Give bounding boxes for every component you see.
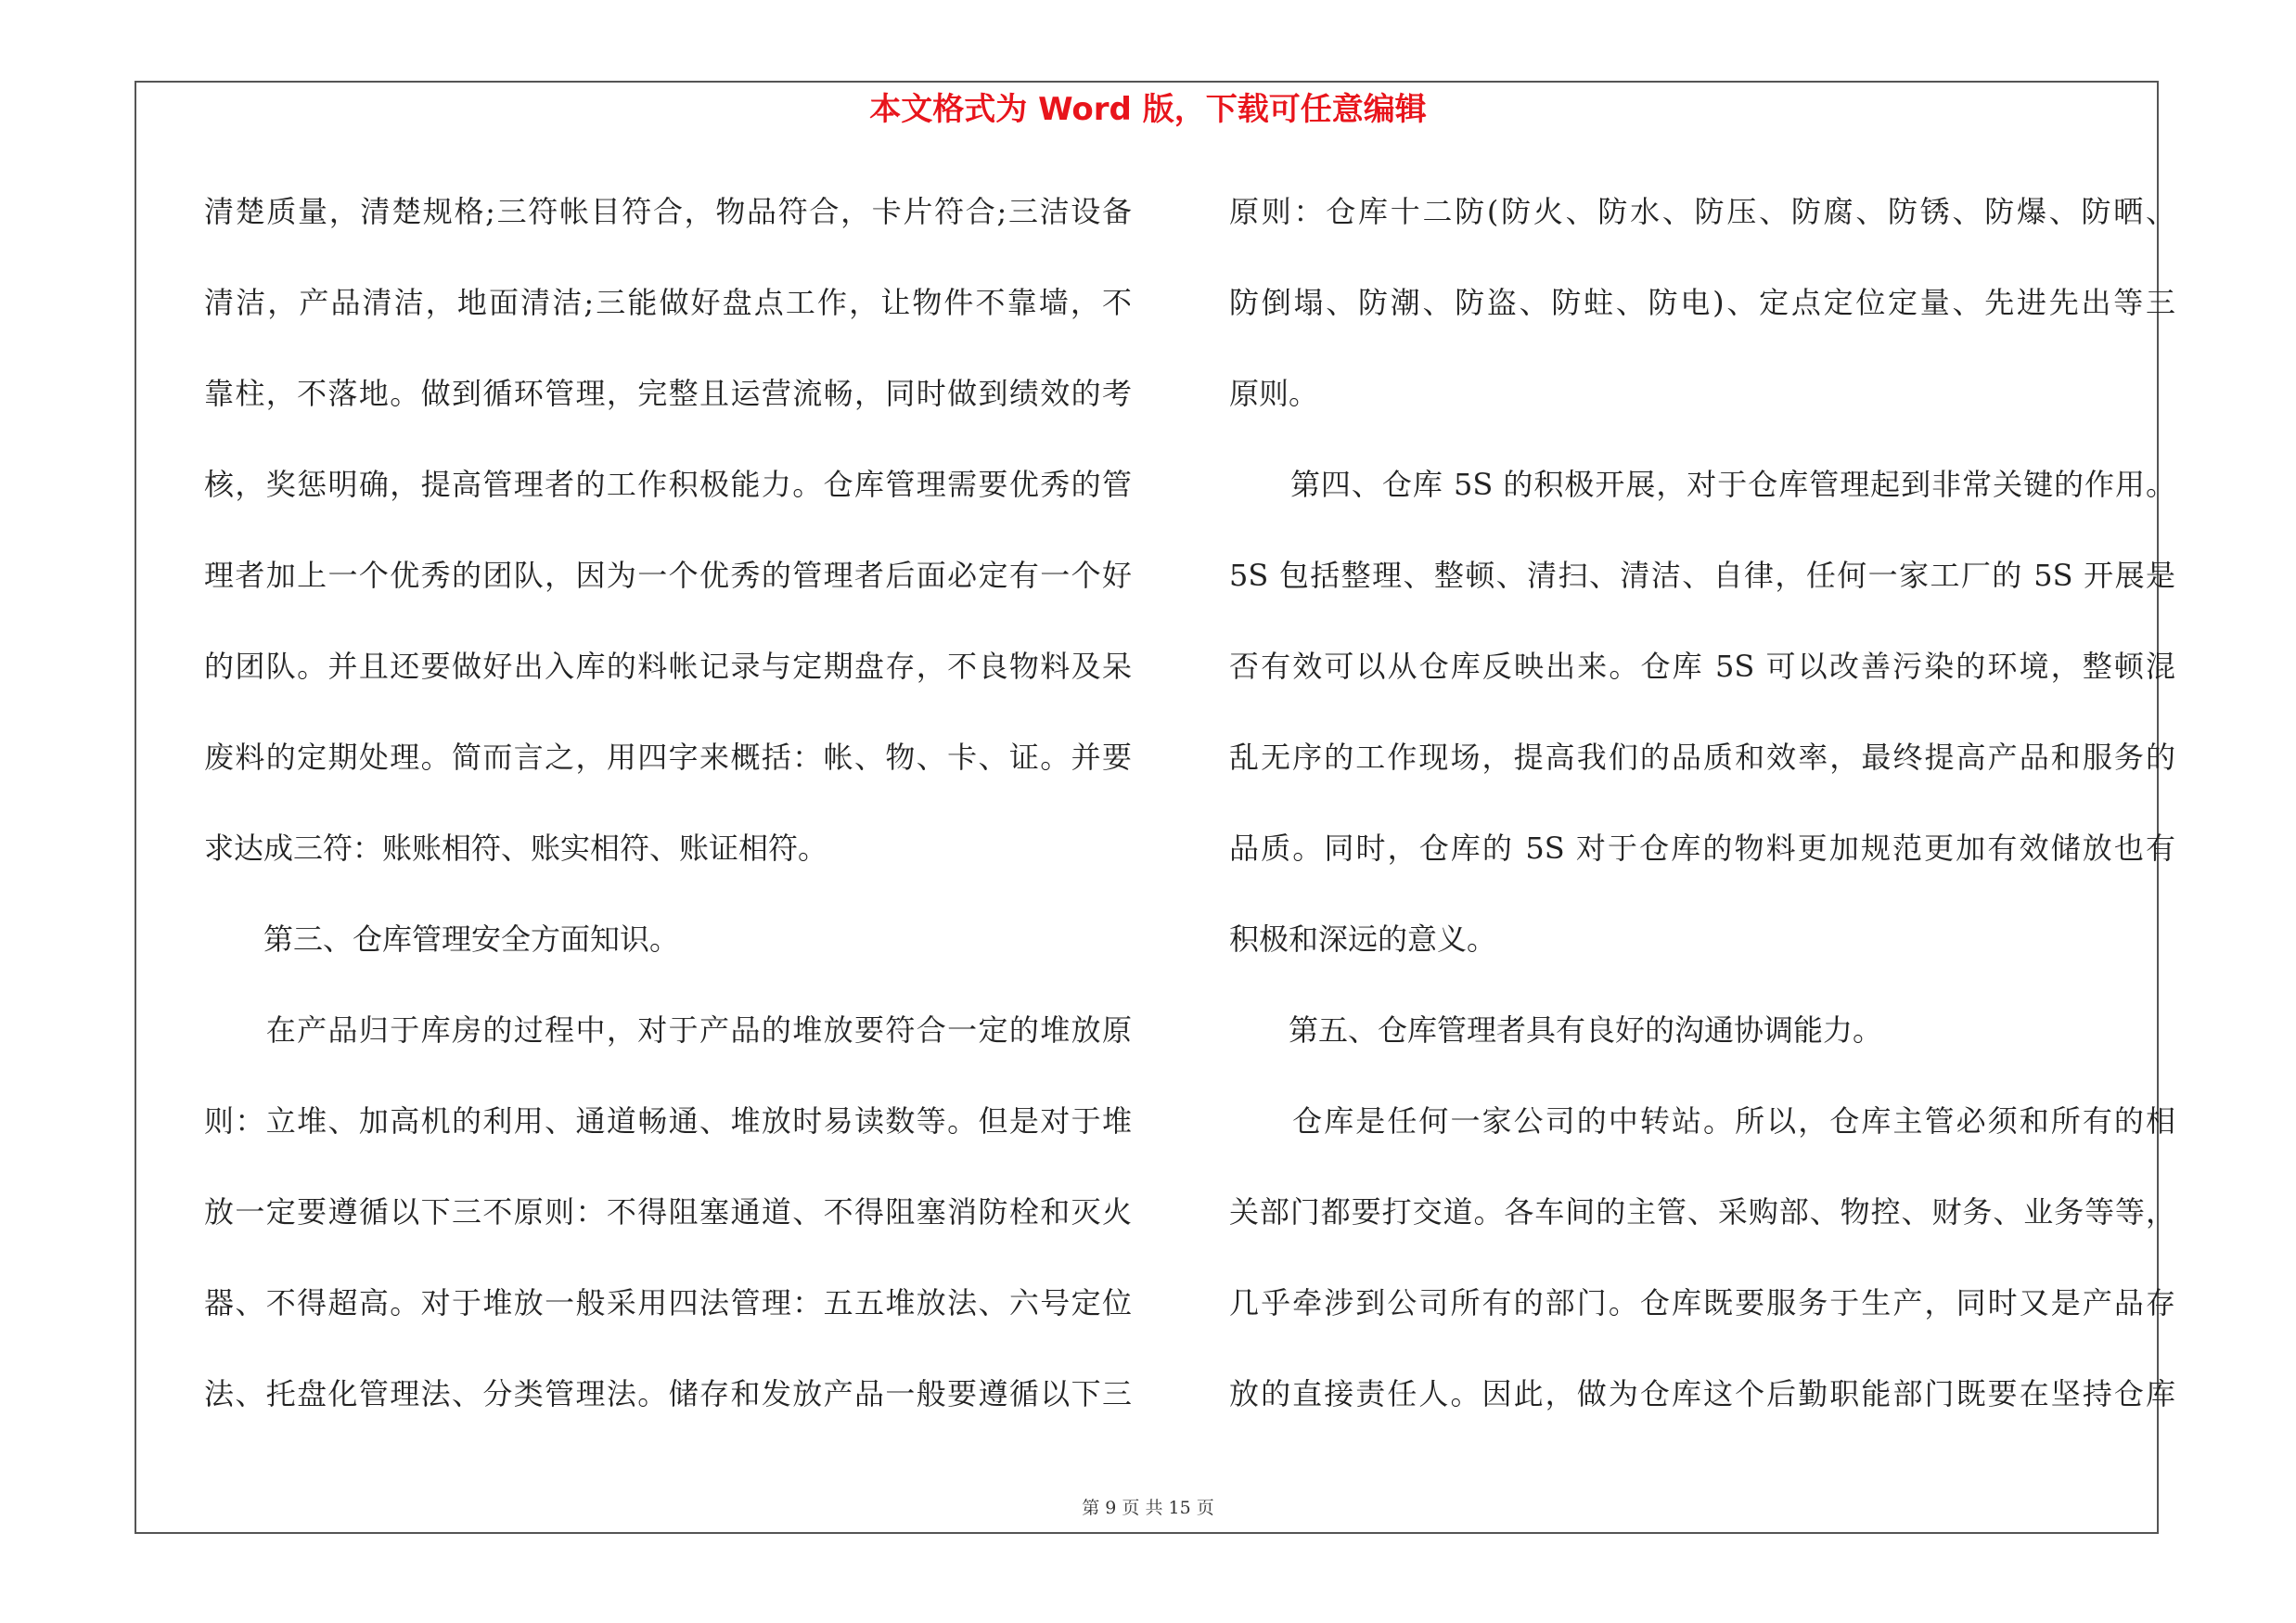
text-line: 积极和深远的意义。	[1229, 921, 1497, 957]
text-line: 理者加上一个优秀的团队，因为一个优秀的管理者后面必定有一个好	[204, 558, 1132, 593]
text-line: 防倒塌、防潮、防盗、防蛀、防电)、定点定位定量、先进先出等三	[1229, 285, 2175, 320]
text-line: 第四、仓库 5S 的积极开展，对于仓库管理起到非常关键的作用。	[1229, 467, 2175, 502]
text-line: 求达成三符：账账相符、账实相符、账证相符。	[204, 831, 828, 866]
right-column	[1229, 184, 2175, 1457]
text-line: 靠柱，不落地。做到循环管理，完整且运营流畅，同时做到绩效的考	[204, 376, 1132, 411]
text-line: 仓库是任何一家公司的中转站。所以，仓库主管必须和所有的相	[1229, 1103, 2175, 1139]
text-line: 关部门都要打交道。各车间的主管、采购部、物控、财务、业务等等，	[1229, 1194, 2175, 1230]
text-line: 废料的定期处理。简而言之，用四字来概括：帐、物、卡、证。并要	[204, 740, 1132, 775]
text-line: 第五、仓库管理者具有良好的沟通协调能力。	[1229, 1012, 1883, 1048]
text-line: 第三、仓库管理安全方面知识。	[204, 921, 680, 957]
text-line: 放一定要遵循以下三不原则：不得阻塞通道、不得阻塞消防栓和灭火	[204, 1194, 1132, 1230]
text-line: 放的直接责任人。因此，做为仓库这个后勤职能部门既要在坚持仓库	[1229, 1376, 2175, 1411]
text-line: 品质。同时，仓库的 5S 对于仓库的物料更加规范更加有效储放也有	[1229, 831, 2175, 866]
format-banner: 本文格式为 Word 版，下载可任意编辑	[869, 91, 1427, 128]
text-line: 否有效可以从仓库反映出来。仓库 5S 可以改善污染的环境，整顿混	[1229, 649, 2175, 684]
text-line: 乱无序的工作现场，提高我们的品质和效率，最终提高产品和服务的	[1229, 740, 2175, 775]
left-column	[204, 184, 1132, 1457]
text-line: 清洁，产品清洁，地面清洁;三能做好盘点工作，让物件不靠墙，不	[204, 285, 1132, 320]
text-line: 几乎牵涉到公司所有的部门。仓库既要服务于生产，同时又是产品存	[1229, 1285, 2175, 1320]
text-line: 则：立堆、加高机的利用、通道畅通、堆放时易读数等。但是对于堆	[204, 1103, 1132, 1139]
text-line: 在产品归于库房的过程中，对于产品的堆放要符合一定的堆放原	[204, 1012, 1132, 1048]
text-line: 5S 包括整理、整顿、清扫、清洁、自律，任何一家工厂的 5S 开展是	[1229, 558, 2175, 593]
text-line: 法、托盘化管理法、分类管理法。储存和发放产品一般要遵循以下三	[204, 1376, 1132, 1411]
text-line: 原则。	[1229, 376, 1319, 411]
text-line: 的团队。并且还要做好出入库的料帐记录与定期盘存，不良物料及呆	[204, 649, 1132, 684]
text-line: 器、不得超高。对于堆放一般采用四法管理：五五堆放法、六号定位	[204, 1285, 1132, 1320]
page-number-footer: 第 9 页 共 15 页	[1082, 1498, 1214, 1518]
text-line: 清楚质量，清楚规格;三符帐目符合，物品符合，卡片符合;三洁设备	[204, 194, 1132, 229]
text-line: 核，奖惩明确，提高管理者的工作积极能力。仓库管理需要优秀的管	[204, 467, 1132, 502]
text-line: 原则：仓库十二防(防火、防水、防压、防腐、防锈、防爆、防晒、	[1229, 194, 2175, 229]
